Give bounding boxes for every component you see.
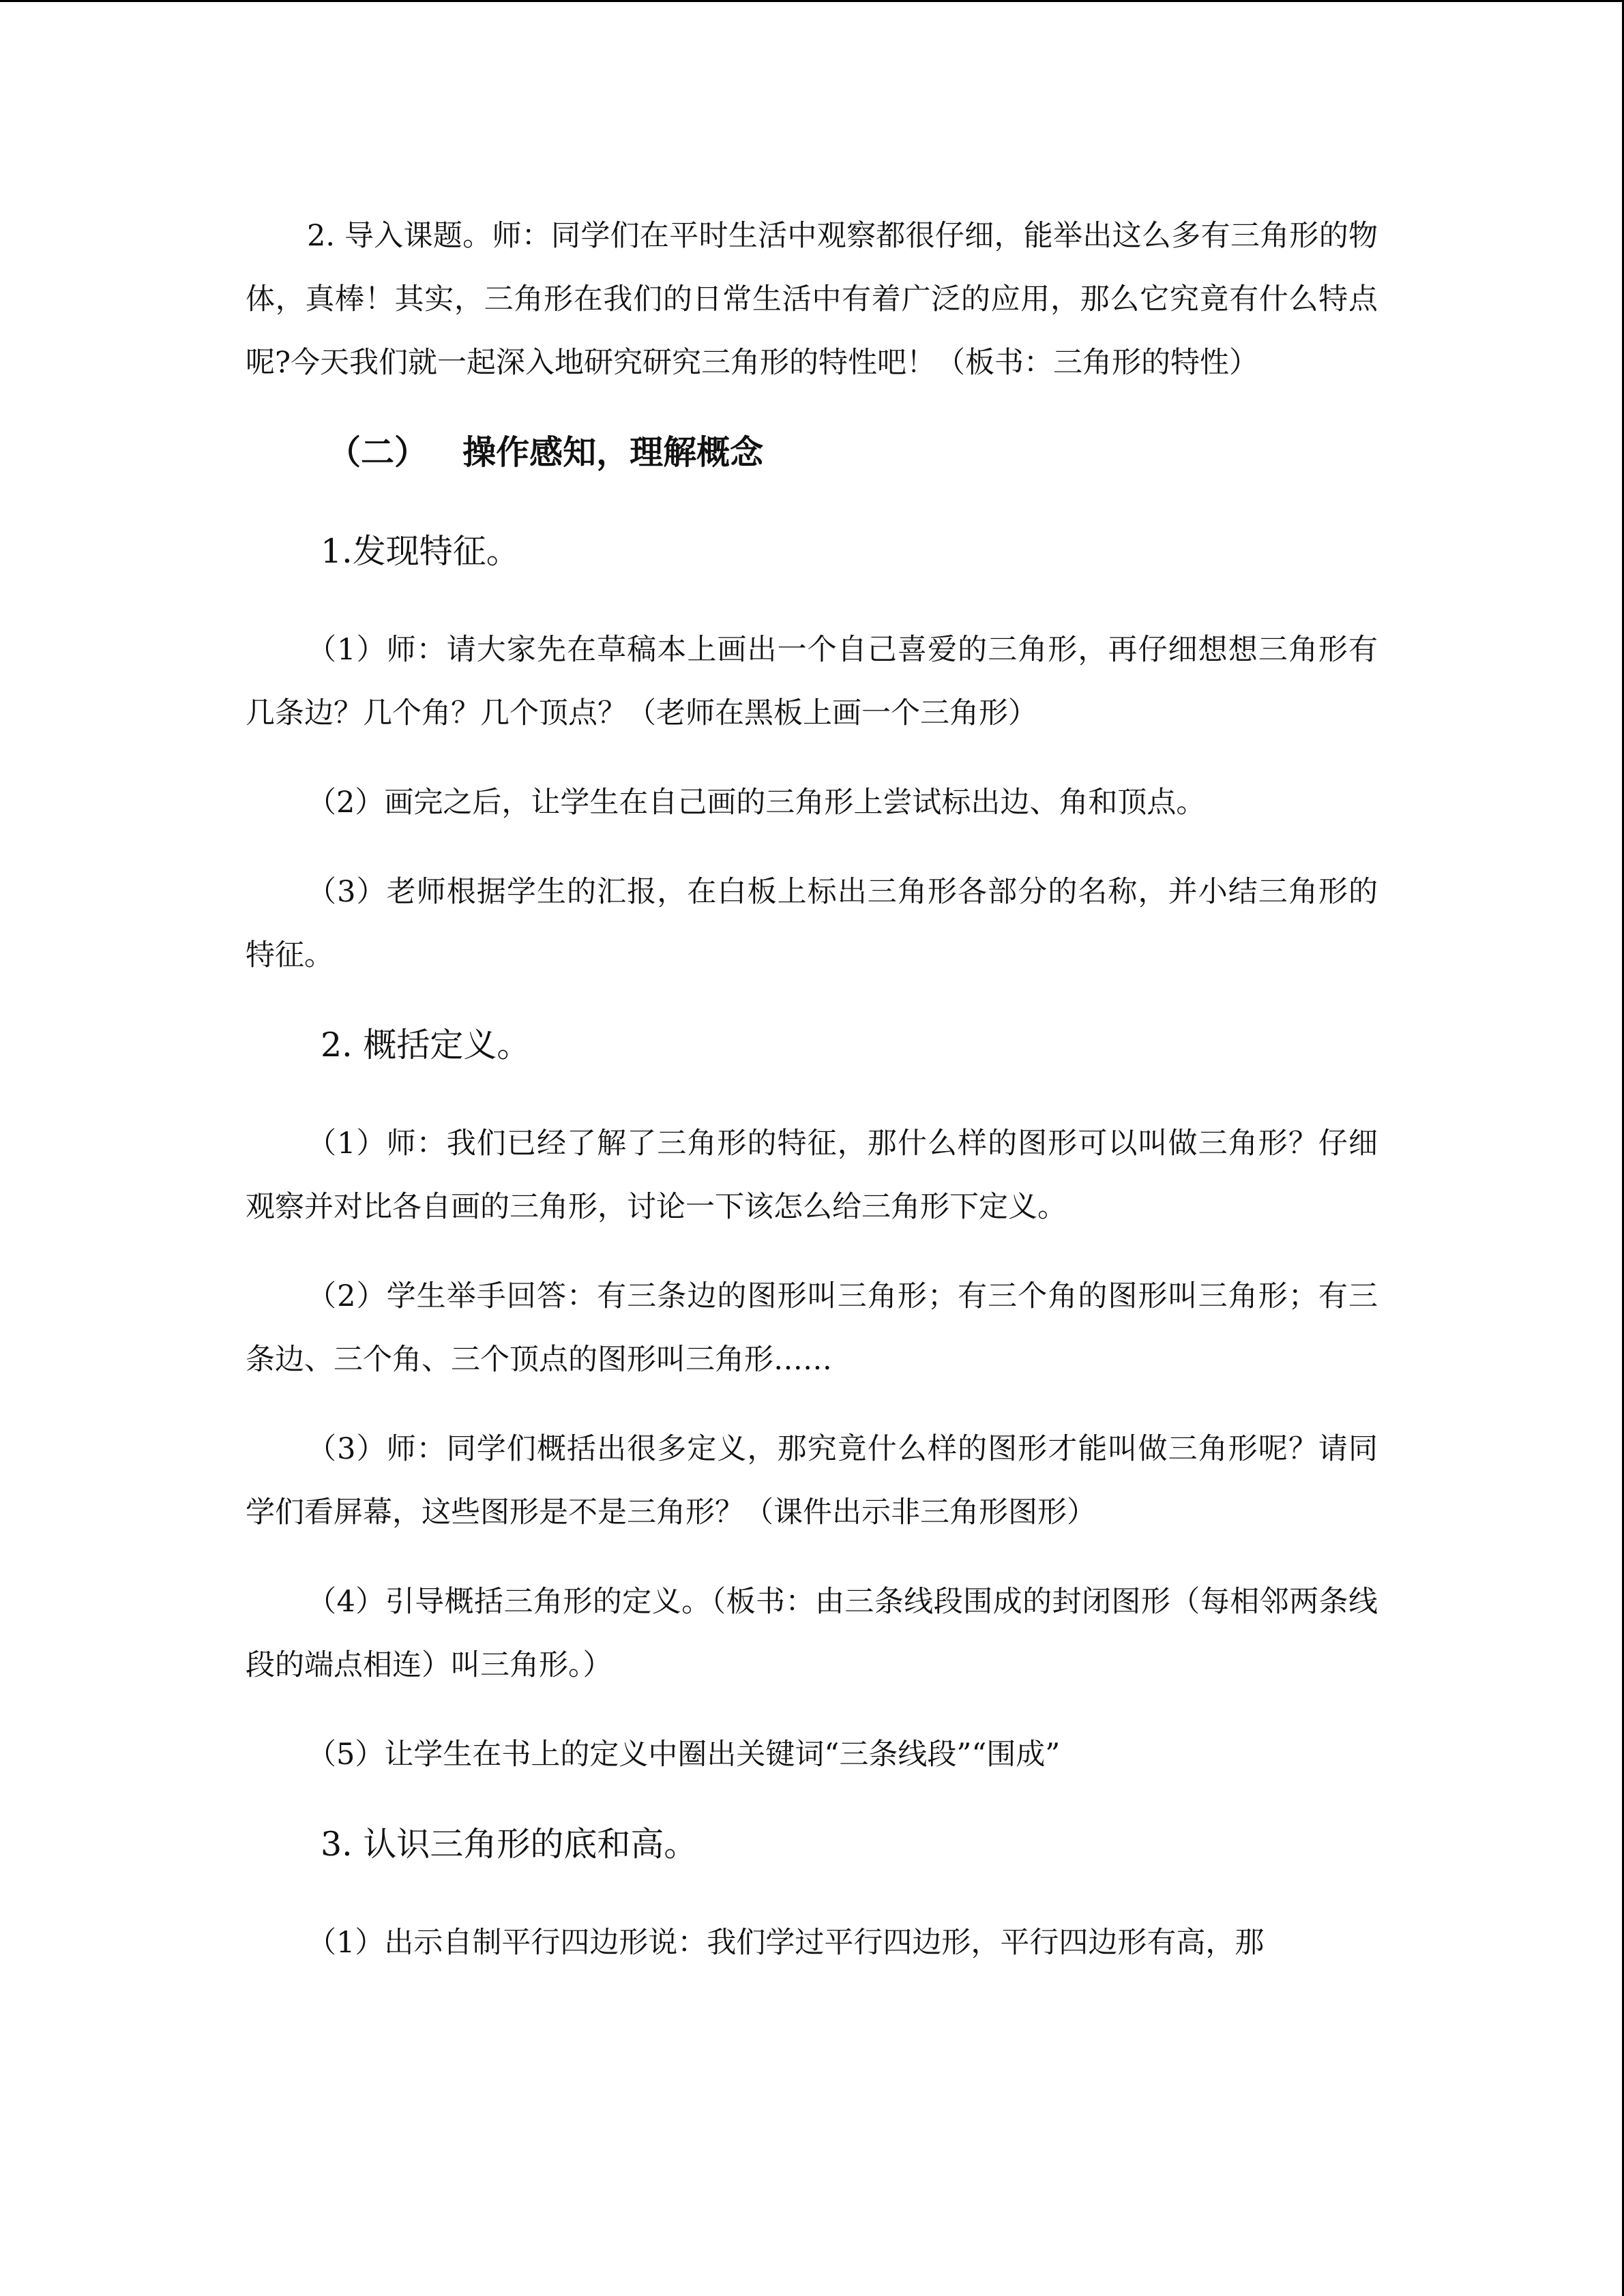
document-body	[246, 205, 1378, 2001]
paragraph-screen-check: （3）师：同学们概括出很多定义，那究竟什么样的图形才能叫做三角形呢？请同学们看屏幕，这些图形是不是三角形？（课件出示非三角形图形）	[246, 1432, 1378, 1530]
subheading-discover-features: 1.发现特征。	[321, 532, 520, 571]
subheading-base-height: 3. 认识三角形的底和高。	[321, 1825, 698, 1864]
paragraph-draw-triangle: （1）师：请大家先在草稿本上画出一个自己喜爱的三角形，再仔细想想三角形有几条边？几个角？几个顶点？（老师在黑板上画一个三角形）	[246, 633, 1378, 730]
subheading-define: 2. 概括定义。	[321, 1026, 531, 1064]
paragraph-parallelogram: （1）出示自制平行四边形说：我们学过平行四边形，平行四边形有高，那	[307, 1926, 1265, 1960]
paragraph-label-parts: （2）画完之后，让学生在自己画的三角形上尝试标出边、角和顶点。	[307, 786, 1206, 820]
section-heading-operation: （二） 操作感知，理解概念	[327, 433, 764, 472]
paragraph-student-answers: （2）学生举手回答：有三条边的图形叫三角形；有三个角的图形叫三角形；有三条边、三个角、三个顶点的图形叫三角形……	[246, 1279, 1378, 1377]
paragraph-definition-question: （1）师：我们已经了解了三角形的特征，那什么样的图形可以叫做三角形？仔细观察并对比各自画的三角形，讨论一下该怎么给三角形下定义。	[246, 1127, 1378, 1224]
paragraph-intro-topic: 2. 导入课题。师：同学们在平时生活中观察都很仔细，能举出这么多有三角形的物体，真棒！其实，三角形在我们的日常生活中有着广泛的应用，那么它究竟有什么特点呢?今天我们就一起深入地研究研究三角形的特性吧！（板书：三角形的特性）	[246, 219, 1378, 380]
paragraph-guided-definition: （4）引导概括三角形的定义。（板书：由三条线段围成的封闭图形（每相邻两条线段的端点相连）叫三角形。）	[246, 1585, 1378, 1682]
page-border-top	[0, 0, 1624, 2]
paragraph-keywords: （5）让学生在书上的定义中圈出关键词“三条线段”“围成”	[307, 1738, 1061, 1772]
paragraph-teacher-summary: （3）老师根据学生的汇报，在白板上标出三角形各部分的名称，并小结三角形的特征。	[246, 875, 1378, 972]
